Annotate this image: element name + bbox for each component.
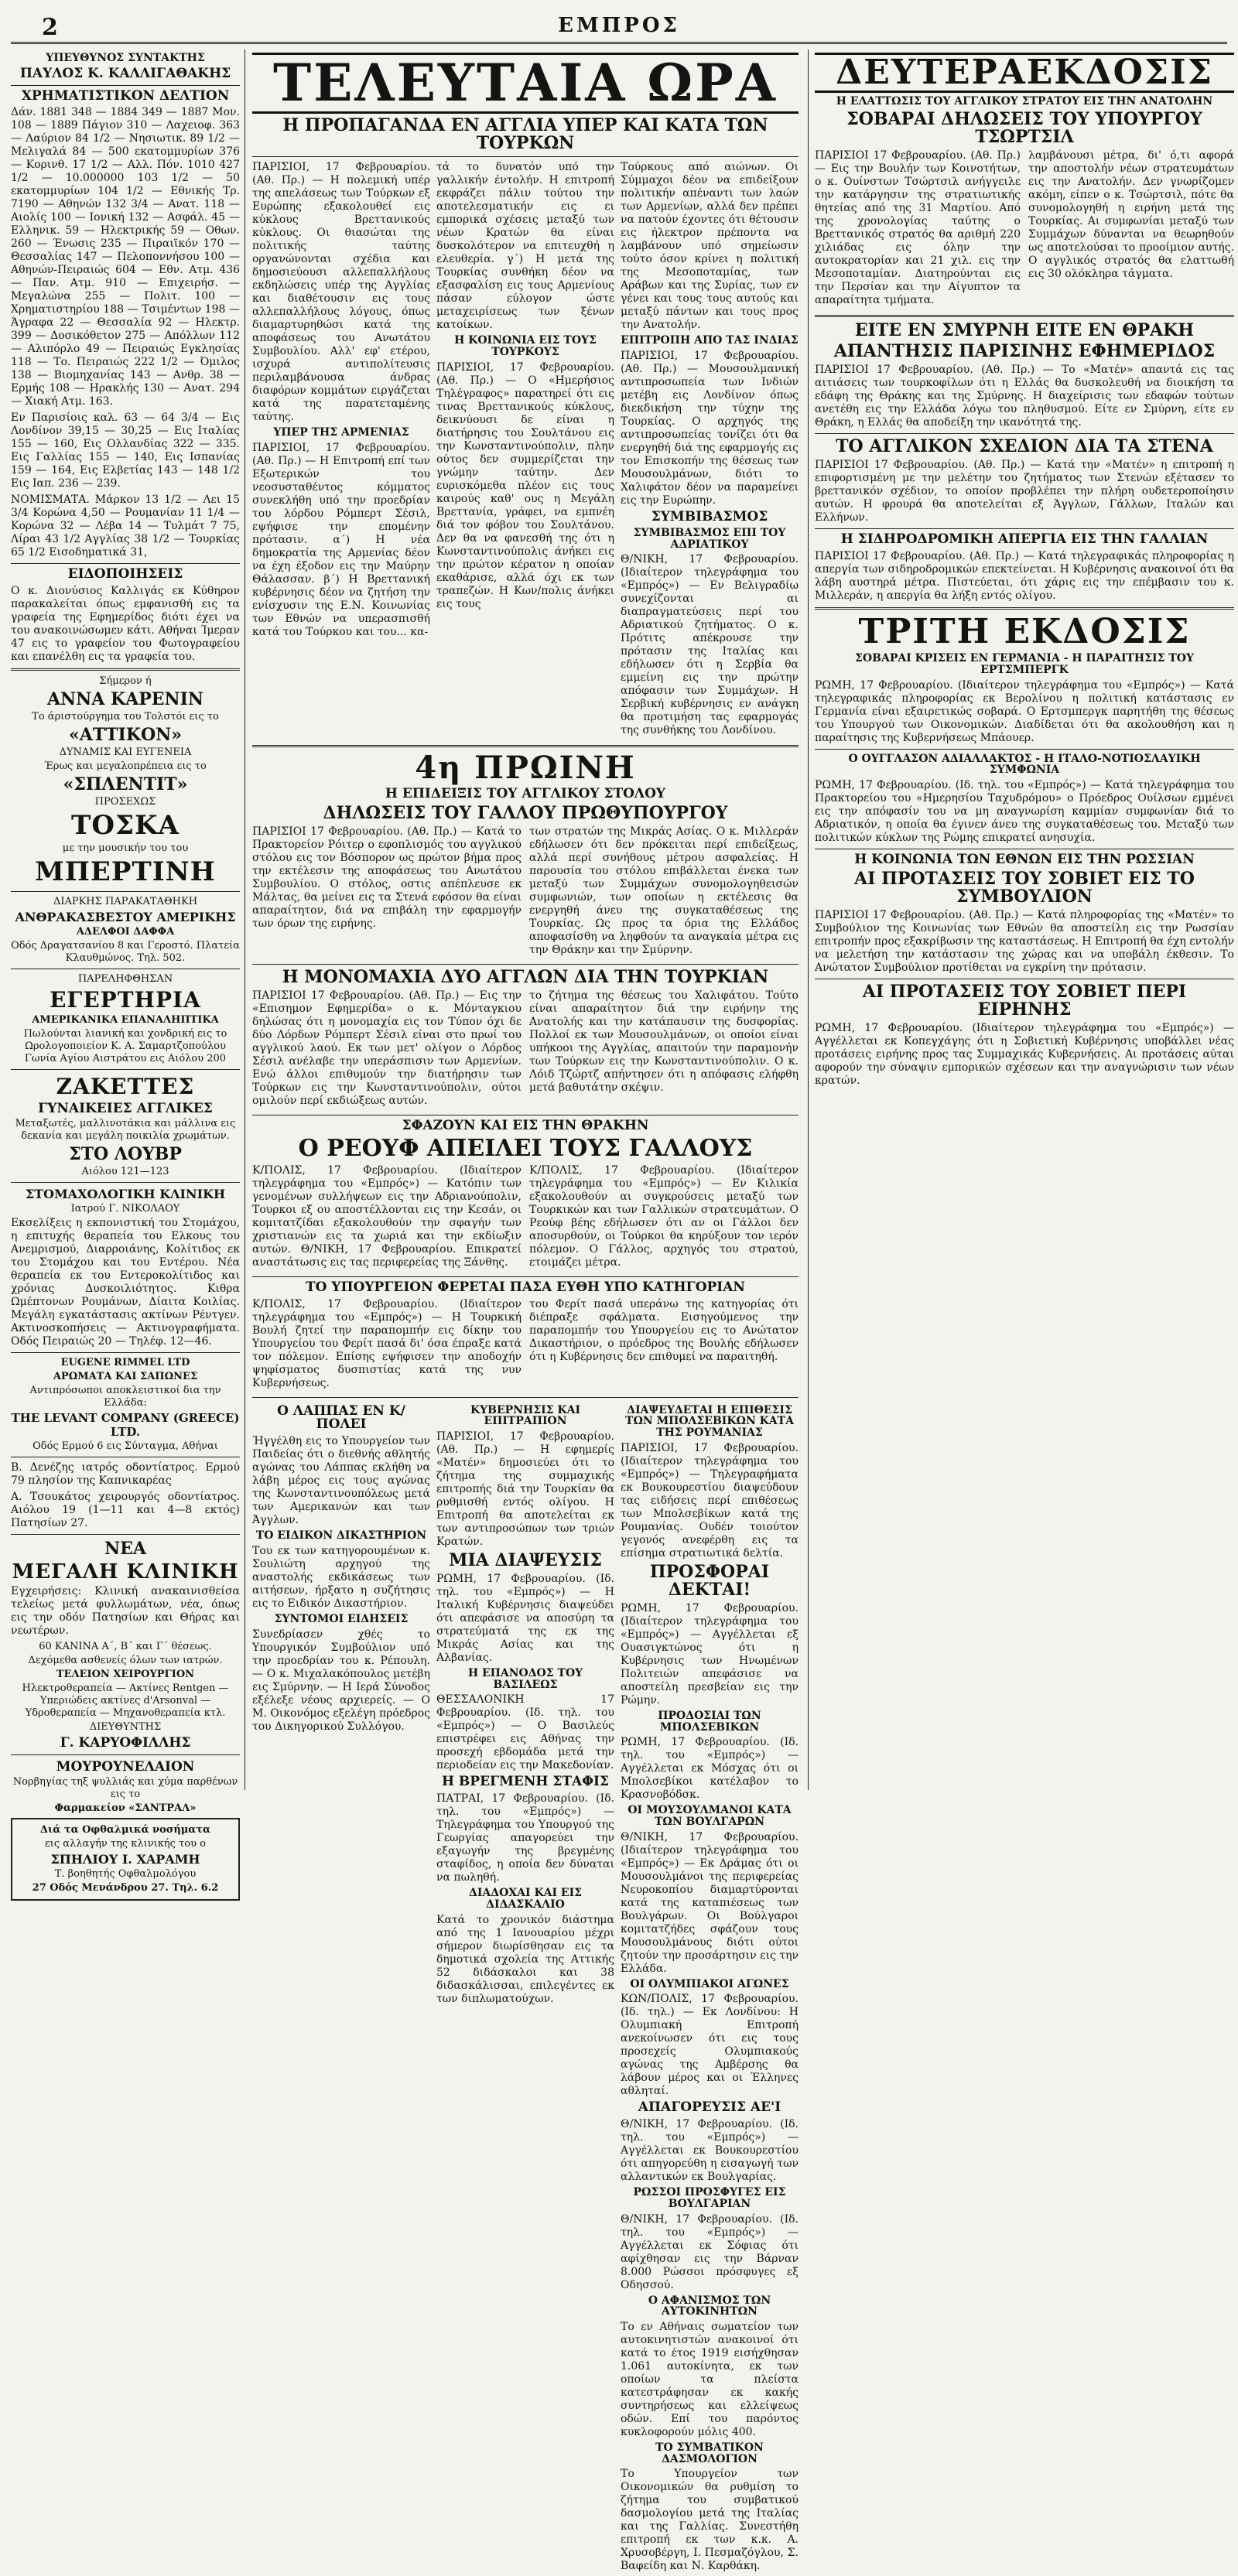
director-name: Γ. ΚΑΡΥΟΦΙΛΛΗΣ <box>60 1735 191 1751</box>
farmakeion: Φαρμακείον «ΣΑΝΤΡΑΛ» <box>54 1802 197 1815</box>
cars-title: Ο ΑΦΑΝΙΣΜΟΣ ΤΩΝ ΑΥΤΟΚΙΝΗΤΩΝ <box>648 2294 771 2318</box>
ophthalmology-ad <box>11 1818 240 1901</box>
clinic-title: ΣΤΟΜΑΧΟΛΟΓΙΚΗ ΚΛΙΝΙΚΗ <box>25 1187 226 1202</box>
bans-text: Θ/ΝΙΚΗ, 17 Φεβρουαρίου. (Ιδ. τηλ. του «Εμπρός») — Αγγέλλεται εκ Βουκουρεστίου ότι απηγορεύθη η εισαγωγή των αλλαντικών εκ Βουλγαρίας. <box>621 2118 799 2184</box>
fourth-edition: 4η ΠΡΩΙΝΗ <box>415 750 636 787</box>
cars-text: Το εν Αθήναις σωματείον των αυτοκινητιστών ανακοινοί ότι κατά το έτος 1919 εισήχθησαν 1.061 αυτοκίνητα, εκ των οποίων τα πλείστα κατεστράφησαν εκ κακής συντηρήσεως και ελλείψεως οδών. Επί του παρόντος κυκλοφορούν μόλις 400. <box>621 2320 799 2438</box>
parliament-title: ΤΟ ΥΠΟΥΡΓΕΙΟΝ ΦΕΡΕΤΑΙ ΠΑΣΑ ΕΥΘΗ ΥΠΟ ΚΑΤΗΓΟΡΙΑΝ <box>306 1279 745 1295</box>
accepted-text: ΡΩΜΗ, 17 Φεβρουαρίου. (Ιδιαίτερον τηλεγράφημα του «Εμπρός») — Αγγέλλεται εξ Ουασιγκτώνος ότι η Κυβέρνησις των Ηνωμένων Πολιτειών απεφάσισε να αποστείλη πρεσβείαν εις την Ρώμην. <box>621 1601 799 1707</box>
raisin-text: ΠΑΤΡΑΙ, 17 Φεβρουαρίου. (Ιδ. τηλ. του «Εμπρός») — Τηλεγράφημα του Υπουργού της Γεωργίας απαγορεύει την εξαγωγήν της βρεγμένης σταφίδος, η οποία δεν δύναται να πωληθή. <box>436 1792 614 1884</box>
ophthalmology-title: Διά τα Οφθαλμικά νοσήματα <box>39 1824 211 1836</box>
germany-text: ΡΩΜΗ, 17 Φεβρουαρίου. (Ιδιαίτερον τηλεγράφημα του «Εμπρός») — Κατά τηλεγραφικάς πληροφορίας εκ Βερολίνου η πολιτική κατάστασις εν Γερμανία είναι εξαιρετικώς σοβαρά. Ο Ερτσμπεργκ παρητήθη της θέσεως του Υπουργού των Οικονομικών. Διαδίδεται ότι θα ακολουθήση και η παραίτησις της Κυβερνήσεως Μπάουερ. <box>815 678 1234 744</box>
smyrna-title: ΕΙΤΕ ΕΝ ΣΜΥΡΝΗ ΕΙΤΕ ΕΝ ΘΡΑΚΗ <box>854 320 1195 341</box>
propaganda-text-b: τά το δυνατόν υπό την γαλλικήν έντολήν. Η επιτροπή εκφράζει πάλιν τούτου την αποτελεσματικήν εις ει εμπορικά σχέσεις μεταξύ των νέων Κρατών θα είναι δυσκολότερον να επιτευχθή η ελευθερία. γ΄) Η μετά της Τουρκίας συνθήκη δέον να εξασφαλίση εις τους Αρμενίους πάσαν εύλογον ώστε μεταχειρίσεως των ξένων κατοίκων. <box>436 161 614 332</box>
teachers-title: ΔΙΑΔΟΧΑΙ ΚΑΙ ΕΙΣ ΔΙΔΑΣΚΑΛΙΟ <box>468 1887 583 1911</box>
cinema-prosexos: ΠΡΟΣΕΧΩΣ <box>94 796 156 808</box>
mobility-text: ΠΑΡΙΣΙΟΙ, 17 Φεβρουαρίου. (Ιδιαίτερον τηλεγράφημα του «Εμπρός») — Τηλεγραφήματα εκ Βουκουρεστίου διαψεύδουν τας ειδήσεις περί επιθέσεως των Μπολσεβίκων κατά της Ρουμανίας. Ουδέν τοιούτον γεγονός ανεφέρθη εις τα επίσημα στρατιωτικά δελτία. <box>621 1441 799 1560</box>
newspaper-name: ΕΜΠΡΟΣ <box>558 14 680 37</box>
duel-title: Η ΜΟΝΟΜΑΧΙΑ ΔΥΟ ΑΓΓΛΩΝ ΔΙΑ ΤΗΝ ΤΟΥΡΚΙΑΝ <box>282 967 769 988</box>
rail-text: ΠΑΡΙΣΙΟΙ 17 Φεβρουαρίου. (Αθ. Πρ.) — Κατά τηλεγραφικάς πληροφορίας η απεργία των σιδηροδρομικών επεκτείνεται. Η Κυβέρνησις ανακοινοί ότι θα λάβη αυστηρά μέτρα. Πιστεύεται, ότι χάρις εις την επέμβασιν του κ. Μιλλεράν, η απεργία θα λήξη εντός ολίγου. <box>815 550 1234 603</box>
italy-title: Ο ΟΥΓΓΛΑΣΟΝ ΑΔΙΑΛΛΑΚΤΟΣ - Η ΙΤΑΛΟ-ΝΟΤΙΟΣΛΑΥΙΚΗ ΣΥΜΦΩΝΙΑ <box>848 752 1201 777</box>
bolshevik-text: ΡΩΜΗ, 17 Φεβρουαρίου. (Ιδ. τηλ. του «Εμπρός») — Αγγέλλεται εκ Μόσχας ότι οι Μπολσεβίκοι κατέλαβον το Κρασνοβόδσκ. <box>621 1736 799 1802</box>
armenia-text: ΠΑΡΙΣΙΟΙ, 17 Φεβρουαρίου. (Αθ. Πρ.) — Η Επιτροπή επί των Εξωτερικών του νεοσυσταθέντος κόμματος συνεκλήθη υπό την προεδρίαν του λόρδου Ρόμπερτ Σέσιλ, εψήφισε την επομένην πρότασιν. α΄) Η νέα δημοκρατία της Αρμενίας δέον να έχη έξοδον εις την Μαύρην Θάλασσαν. β΄) Η Βρεττανική κυβέρνησις δέον να ζητήση την ενίσχυσιν της Ε.Ν. Κοινωνίας των Εθνών να υπερασπισθή κατά του Τούρκου και του... κα- <box>252 442 430 639</box>
accepted-title: ΠΡΟΣΦΟΡΑΙ ΔΕΚΤΑΙ! <box>649 1561 770 1600</box>
aromata-sub: Αντιπρόσωποι αποκλειστικοί δια την Ελλάδα: <box>29 1385 221 1409</box>
notices-text: Ο κ. Διονύσιος Καλλιγάς εκ Κύθηρον παρακαλείται όπως εμφανισθή εις τα γραφεία της Εφημερίδος διότι έχει να του ανακοινώσωμεν κάτι. Αθήναι Ίμεραν 47 εις το γραφείον του Φωτογραφείου και επανέλθη εις τα γραφεία του. <box>11 585 240 664</box>
straits-text: ΠΑΡΙΣΙΟΙ 17 Φεβρουαρίου. (Αθ. Πρ.) — Κατά την «Ματέν» η επιτροπή η επιφορτισμένη με την μελέτην του ζητήματος των Στενών εξέτασεν το βρεττανικόν σχέδιον, το οποίον προβλέπει την πλήρη ουδετεροποίησιν αυτών. Η φρουρά θα αποτελείται εξ Άγγλων, Γάλλων, Ιταλών και Ελλήνων. <box>815 459 1234 524</box>
director-title: ΔΙΕΥΘΥΝΤΗΣ <box>89 1721 162 1734</box>
cinema-tosca: ΤΟΣΚΑ <box>71 810 180 842</box>
rauf-title: Ο ΡΕΟΥΦ ΑΠΕΙΛΕΙ ΤΟΥΣ ΓΑΛΛΟΥΣ <box>298 1135 753 1163</box>
league-text: ΠΑΡΙΣΙΟΙ 17 Φεβρουαρίου. (Αθ. Πρ.) — Κατά πληροφορίας της «Ματέν» το Συμβούλιον της Κοινωνίας των Εθνών θα αποστείλη εις την Ρωσσίαν επιτροπήν προς εξακρίβωσιν της καταστάσεως. Η Επιτροπή θα έχη εντολήν να μελετήση την κατάστασιν της χώρας και να υποβάλη έκθεσιν. Το Ανώτατον Συμβούλιον προτίθεται να εγκρίνη την πρότασιν. <box>815 909 1234 975</box>
cinema-splendit: «ΣΠΛΕΝΤΙΤ» <box>63 774 188 795</box>
gynaikeies: ΓΥΝΑΙΚΕΙΕΣ ΑΓΓΛΙΚΕΣ <box>38 1101 213 1117</box>
mourouneliaion: ΜΟΥΡΟΥΝΕΛΑΙΟΝ <box>56 1759 195 1775</box>
megali-kliniki: ΜΕΓΑΛΗ ΚΛΙΝΙΚΗ <box>12 1560 239 1584</box>
editor-name: ΠΑΥΛΟΣ Κ. ΚΑΛΛΙΓΑΘΑΚΗΣ <box>19 65 231 81</box>
lower-news <box>252 1402 799 2576</box>
clinic-doctor: Ιατρού Γ. ΝΙΚΟΛΑΟΥ <box>70 1203 180 1215</box>
bulgarians-title: ΟΙ ΜΟΥΣΟΥΛΜΑΝΟΙ ΚΑΤΑ ΤΩΝ ΒΟΥΛΓΑΡΩΝ <box>628 1804 792 1828</box>
adriatic-text: Θ/ΝΙΚΗ, 17 Φεβρουαρίου. (Ιδιαίτερον τηλεγράφημα του «Εμπρός») — Εν Βελιγραδίω συνεχίζονται αι διαπραγματεύσεις περί του Αδριατικού ζητήματος. Ο κ. Πρότιτς απέκρουσε την πρότασιν της Ιταλίας και εδήλωσεν ότι η Σερβία θα εμμείνη εις την πρώτην απόφασιν των Συμμάχων. Η Σερβική κυβέρνησις εν ανάγκη θα προτιμήση τας εφαρμογάς της συνθήκης του Λονδίνου. <box>621 553 799 737</box>
propaganda-title: Η ΠΡΟΠΑΓΑΝΔΑ ΕΝ ΑΓΓΛΙΑ ΥΠΕΡ ΚΑΙ ΚΑΤΑ ΤΩΝ ΤΟΥΡΚΩΝ <box>282 115 768 154</box>
cinema-dynamis: ΔΥΝΑΜΙΣ ΚΑΙ ΕΥΓΕΝΕΙΑ <box>59 746 192 759</box>
smyrna-text: ΠΑΡΙΣΙΟΙ 17 Φεβρουαρίου. (Αθ. Πρ.) — Το «Ματέν» απαντά εις τας αιτιάσεις των τουρκοφίλων ότι η Ελλάς θα δυσκολευθή να διοικήση τα εδάφη της Θράκης και της Σμύρνης. Η διαχείρισις των εδαφών τούτων ανετέθη εις την Ελλάδα λόγω του πληθυσμού. Είτε εν Σμύρνη, είτε εν Θράκη, η Ελλάς θα αποδείξη την ικανότητά της. <box>815 364 1234 429</box>
ophthalmology-text: εις αλλαγήν της κλινικής του ο <box>45 1838 206 1850</box>
duel-text-a: ΠΑΡΙΣΙΟΙ 17 Φεβρουαρίου. (Αθ. Πρ.) — Εις την «Επισημον Εφημερίδα» ο κ. Μόνταγκιου δηλώσας ότι η μονομαχία εις τον Τύπον όχι δε δύο Λόρδων Ρόμπερτ Σέσιλ είναι στο πρωί του αγγλικού λαού. Εκ των μετ' ολίγον ο Λόρδος Σέσιλ ανέλαβε την υπεράσπισιν των Αρμενίων. Ενώ άλλοι επιθυμούν την διατήρησιν των Τούρκων εις την Κωνσταντινούπολιν, ούτοι ομιλούν περί εκδιώξεως αυτών. <box>252 989 522 1108</box>
center-column <box>252 50 799 2573</box>
editor-title: ΥΠΕΥΘΥΝΟΣ ΣΥΝΤΑΚΤΗΣ <box>46 52 205 64</box>
kyvernisis-text: ΠΑΡΙΣΙΟΙ, 17 Φεβρουαρίου. (Αθ. Πρ.) — Η εφημερίς «Ματέν» δημοσιεύει ότι το ζήτημα της συμμαχικής επιτροπής διά την Τουρκίαν θα ρυθμισθή εντός ολίγου. Η Επιτροπή θα αποτελείται εκ των αντιπροσώπων των τριών Κρατών. <box>436 1430 614 1548</box>
rauf-text-b: Κ/ΠΟΛΙΣ, 17 Φεβρουαρίου. (Ιδιαίτερον τηλεγράφημα του «Εμπρός») — Εν Κιλικία εξακολουθούν αι συγκρούσεις μεταξύ των Τουρκικών και των Γαλλικών στρατευμάτων. Ο Ρεούφ βέης εδήλωσεν ότι αν οι Γάλλοι δεν αποσυρθούν, οι Τούρκοι θα κηρύξουν τον ιερόν πόλεμον. Ο Γάλλος, αρχηγός του στρατού, ετοιμάζει μέτρα. <box>529 1163 799 1269</box>
rail-title: Η ΣΙΔΗΡΟΔΡΟΜΙΚΗ ΑΠΕΡΓΙΑ ΕΙΣ ΤΗΝ ΓΑΛΛΙΑΝ <box>840 531 1209 548</box>
peace-text: ΡΩΜΗ, 17 Φεβρουαρίου. (Ιδιαίτερον τηλεγράφημα του «Εμπρός») — Αγγέλλεται εκ Κοπεγχάγης ότι η Σοβιετική Κυβέρνησις υποβάλλει νέας προτάσεις ειρήνης προς τας Συμμαχικάς Κυβερνήσεις. Αι προτάσεις αύται αφορούν την σύναψιν εμπορικών σχέσεων και την αναγνώρισιν των νέων κρατών. <box>815 1022 1234 1088</box>
lappas-text: Ήγγέλθη εις το Υπουργείον των Παιδείας ότι ο διεθνής αθλητής αγώνας του Λάππας εκλήθη να λάβη μέρος εις τους αγώνας της Κωνσταντινουπόλεως μετά των Αμερικανών και των Άγγλων. <box>252 1435 430 1527</box>
headline-last-hour: ΤΕΛΕΥΤΑΙΑ ΩΡΑ <box>252 53 799 114</box>
athletes-title: ΟΙ ΟΛΥΜΠΙΑΚΟΙ ΑΓΩΝΕΣ <box>630 1977 789 1990</box>
bulletin-text: Δάν. 1881 348 — 1884 349 — 1887 Μον. 108 — 1889 Πάγιον 310 — Λαχειοφ. 363 — Λαύριον 84 1/2 — Νησιωτικ. 89 1/2 — Μελιγαλά 84 — 500 εκατομμυρίων 376 — Κορινθ. 17 1/2 — Αλλ. Πόν. 1010 427 1/2 — 10.000000 103 1/2 — 50 εκατομμυρίων 104 1/2 — Εθνικής Τρ. 7190 — Αθηνών 132 3/4 — Ανατ. 118 — Αιολίς 100 — Ιονική 132 — Ασφάλ. 45 — Ελληνικ. 59 — Ηλεκτρικής 59 — Οθων. 260 — Ένωσις 235 — Πιραιϊκόν 170 — Θεσσαλίας 147 — Πελοποννήσου 100 — Αθηνών-Πειραιώς 604 — Εθν. Ατμ. 436 — Παν. Ατμ. 910 — Επιχειρήσ. — Μεγαλώνα 255 — Πολιτ. 100 — Χρηματιστηρίου 188 — Τσιμέντων 198 — Άγραφα 22 — Θεσσαλία 92 — Ηλεκτρ. 399 — Δοσικόθετον 275 — Απόλλων 112 — Αλιπόρλο 49 — Πειραιώς Εγκλησίας 118 — Το. Πειραιώς 222 1/2 — Όμιλος 138 — Βιομηχανίας 143 — Ανθρ. 38 — Ερμής 108 — Ηρακλής 130 — Ανατ. 294 — Χιακή Ατμ. 163. <box>11 106 240 408</box>
straits-title: ΤΟ ΑΓΓΛΙΚΟΝ ΣΧΕΔΙΟΝ ΔΙΑ ΤΑ ΣΤΕΝΑ <box>836 436 1213 457</box>
fleet-story <box>252 825 799 960</box>
denial-text: ΡΩΜΗ, 17 Φεβρουαρίου. (Ιδ. τηλ. του «Εμπρός») — Η Ιταλική Κυβέρνησις διαψεύδει ότι απεφάσισε να αποσύρη τα στρατεύματά της εκ της Μικράς Ασίας και της Αλβανίας. <box>436 1573 614 1665</box>
rauf-story <box>252 1164 799 1273</box>
rauf-text-a: Κ/ΠΟΛΙΣ, 17 Φεβρουαρίου. (Ιδιαίτερον τηλεγράφημα του «Εμπρός») — Κατόπιν των γενομένων συλλήψεων εις την Αδριανούπολιν, Τουρκοι εξ ου αποστέλλονται εις την Κεσάν, οι κομιτατζίδαι εξακολουθούν την σφαγήν των χριστιανών εις τα χωριά και την εκδίωξιν αυτών. Θ/ΝΙΚΗ, 17 Φεβρουαρίου. Επικρατεί αναστάτωσις εις τας περιφερείας της Ξάνθης. <box>252 1163 522 1269</box>
brief-text: Συνεδρίασεν χθές το Υπουργικόν Συμβούλιον υπό την προεδρίαν του κ. Ρέπουλη. — Ο κ. Μιχαλακόπουλος μετέβη εις Σμύρνην. — Η Ιερά Σύνοδος εξέλεξε νέους αρχιερείς. — Ο Μ. Οικονόμος εξελέγη πρόεδρος του Δικηγορικού Συλλόγου. <box>252 1628 430 1733</box>
thrace-title: ΣΦΑΖΟΥΝ ΚΑΙ ΕΙΣ ΤΗΝ ΘΡΑΚΗΝ <box>402 1118 649 1134</box>
refugees-title: ΡΩΣΣΟΙ ΠΡΟΣΦΥΓΕΣ ΕΙΣ ΒΟΥΛΓΑΡΙΑΝ <box>633 2186 786 2210</box>
propaganda-text-c: Τούρκους από αιώνων. Οι Σύμμαχοι δέον να επιδείξουν πολιτικήν απέναντι των λαών των Αρμενίων, αλλά δεν πρέπει να πατούν έχοντες ότι θέτουσιν εις ήλεκτρον πρέποντα να λαμβάνουν υπό σημείωσιν τούτο όσον κρίνει η πολιτική της Μεσοποταμίας, των Αράβων και της Συρίας, των εν γένει και τους τους αυτούς και μεταξύ πάντων και τους προς την Ανατολήν. <box>621 161 799 332</box>
lappas-title: Ο ΛΑΠΠΑΣ ΕΝ Κ/ΠΟΛΕΙ <box>277 1402 405 1433</box>
germany-title: ΣΟΒΑΡΑΙ ΚΡΙΣΕΙΣ ΕΝ ΓΕΡΜΑΝΙΑ - Η ΠΑΡΑΙΤΗΣΙΣ ΤΟΥ ΕΡΤΣΜΠΕΡΓΚ <box>855 652 1194 677</box>
fleet-title: Η ΕΠΙΔΕΙΞΙΣ ΤΟΥ ΑΓΓΛΙΚΟΥ ΣΤΟΛΟΥ <box>385 786 666 802</box>
right-column <box>808 50 1234 1790</box>
rimmel: EUGENE RIMMEL LTD <box>60 1357 190 1369</box>
second-edition-headline: ΔΕΥΤΕΡΑΕΚΔΟΣΙΣ <box>815 53 1234 93</box>
louvro-address: Αιόλου 121—123 <box>81 1166 169 1178</box>
kliniki-address: 60 ΚΑΝΙΝΑ Α΄, Β΄ και Γ΄ θέσεως. <box>39 1641 212 1653</box>
dealer-address: Οδός Δραγατσανίου 8 και Γεροστό. Πλατεία Κλαυθμώνος. Τηλ. 502. <box>11 940 240 965</box>
adriatic-title: ΣΥΜΒΙΒΑΣΜΟΣ ΕΠΙ ΤΟΥ ΑΔΡΙΑΤΙΚΟΥ <box>633 527 786 551</box>
dealer-title: ΔΙΑΡΚΗΣ ΠΑΡΑΚΑΤΑΘΗΚΗ <box>53 896 198 908</box>
teachers-text: Κατά το χρονικόν διάστημα από της 1 Ιανουαρίου μέχρι σήμερον διωρίσθησαν εις τα δημοτικά σχολεία της Αττικής 52 διδάσκαλοι και 38 διδασκάλισσαι, επιλεγέντες εκ των διπλωματούχων. <box>436 1913 614 2005</box>
cinema-anna-sub: Το άριστούργημα του Τολστόι εις το <box>32 711 219 723</box>
parliament-story <box>252 1298 799 1393</box>
parliament-text-b: του Φερίτ πασά υπεράνω της κατηγορίας ότι διέπραξε σφάλματα. Εισηγούμενος την παραπομπήν του Υπουργείου εις το Ανώτατον Δικαστήριον, ο πρόεδρος της Βουλής εδήλωσεν ότι η Κυβέρνησις δεν επιθυμεί να παραιτηθή. <box>529 1297 799 1363</box>
fleet-text-a: ΠΑΡΙΣΙΟΙ 17 Φεβρουαρίου. (Αθ. Πρ.) — Κατά το Πρακτορείον Ρόιτερ ο εφοπλισμός του αγγλικού στόλου εις τον Βόσπορον ως πρώτον βήμα προς την εκτέλεσιν της αποφάσεως του Ανωτάτου Συμβουλίου. Ο στόλος, οστις απέπλευσε εκ Μάλτας, θα μείνει εις τα Στενά εφόσον θα είναι απαραίτητον, διά να επιβάλη την εφαρμογήν των όρων της ειρήνης. <box>252 825 522 931</box>
court-text: Του εκ των κατηγορουμένων κ. Σουλιώτη αρχηγού της αναστολής εκδικάσεως των αιτήσεων, ήρξατο η συζήτησις εις το Ειδικόν Δικαστήριον. <box>252 1544 430 1610</box>
parliament-text-a: Κ/ΠΟΛΙΣ, 17 Φεβρουαρίου. (Ιδιαίτερον τηλεγράφημα του «Εμπρός») — Η Τουρκική Βουλή ζητεί την παραπομπήν εις δίκην του Υπουργείου του Φερίτ πασά δι' όσα έπραξε κατά τον πόλεμον. Επίσης εψήφισεν την αποδοχήν ψηφίσματος δυσπιστίας κατά της νυν Κυβερνήσεως. <box>252 1297 522 1389</box>
india-subtitle: ΕΠΙΤΡΟΠΗ ΑΠΟ ΤΑΣ ΙΝΔΙΑΣ <box>621 334 799 347</box>
army-text-a: ΠΑΡΙΣΙΟΙ 17 Φεβρουαρίου. (Αθ. Πρ.) — Εις την Βουλήν των Κοινοτήτων, ο κ. Ουίνστων Τσώρτσιλ ανήγγειλε την κατάργησιν της στρατιωτικής θητείας από της 31 Μαρτίου. Από της χρονολογίας ταύτης ο Βρεττανικός στρατός θα αριθμή 220 χιλιάδας εις όλην την αυτοκρατορίαν και 21 χιλ. εις την Μεσοποταμίαν. Διατηρούνται εις την Περσίαν και την Αίγυπτον τα απαραίτητα τμήματα. <box>815 149 1021 307</box>
cinema-dynamis-sub: Έρως και μεγαλοπρέπεια εις το <box>44 760 207 773</box>
refugees-text: Θ/ΝΙΚΗ, 17 Φεβρουαρίου. (Ιδ. τηλ. του «Εμπρός») — Αγγέλλεται εκ Σόφιας ότι αφίχθησαν εις την Βάρναν 8.000 Ρώσσοι πρόσφυγες εξ Οδησσού. <box>621 2212 799 2291</box>
louvro: ΣΤΟ ΛΟΥΒΡ <box>69 1144 182 1165</box>
egertiria: ΕΓΕΡΤΗΡΙΑ <box>50 987 201 1013</box>
brief-title: ΣΥΝΤΟΜΟΙ ΕΙΔΗΣΕΙΣ <box>274 1612 409 1625</box>
armenia-subtitle: ΥΠΕΡ ΤΗΣ ΑΡΜΕΝΙΑΣ <box>273 426 409 439</box>
bolshevik-title: ΠΡΟΔΟΣΙΑΙ ΤΩΝ ΜΠΟΛΣΕΒΙΚΩΝ <box>658 1709 761 1734</box>
arrived: ΠΑΡΕΛΗΦΘΗΣΑΝ <box>77 973 173 986</box>
cinema-attikon: «ΑΤΤΙΚΟΝ» <box>69 725 182 746</box>
levant: THE LEVANT COMPANY (GREECE) LTD. <box>11 1411 240 1440</box>
denial-title: ΜΙΑ ΔΙΑΨΕΥΣΙΣ <box>449 1549 602 1570</box>
egertiria-text: Πωλούνται λιανική και χονδρική εις το Ωρολογοποιείον Κ. Α. Σαμαρτζοπούλου Γωνία Αγίου Αιστράτου εις Αιόλου 200 <box>23 1028 227 1065</box>
ophthalmology-role: Τ. βοηθητής Οφθαλμολόγου <box>54 1868 197 1881</box>
left-column <box>11 50 245 1894</box>
raisin-title: Η ΒΡΕΓΜΕΝΗ ΣΤΑΦΙΣ <box>441 1774 610 1790</box>
bans-title: ΑΠΑΓΟΡΕΥΣΙΣ ΑΕ'Ι <box>638 2099 781 2116</box>
notices-title: ΕΙΔΟΠΟΙΗΣΕΙΣ <box>67 566 183 583</box>
adriatic-head: ΣΥΜΒΙΒΑΣΜΟΣ <box>651 509 768 525</box>
turks-subtitle: Η ΚΟΙΝΩΝΙΑ ΕΙΣ ΤΟΥΣ ΤΟΥΡΚΟΥΣ <box>454 334 597 359</box>
ophthalmology-address: 27 Οδός Μενάνδρου 27. Τηλ. 6.2 <box>32 1882 219 1894</box>
newspaper-page <box>11 11 1234 2573</box>
league-subtitle: ΑΙ ΠΡΟΤΑΣΕΙΣ ΤΟΥ ΣΟΒΙΕΤ ΕΙΣ ΤΟ ΣΥΜΒΟΥΛΙΟΝ <box>854 868 1195 907</box>
duel-text-b: το ζήτημα της θέσεως του Χαλιφάτου. Τούτο είναι απαραίτητον διά την ειρήνην της Ανατολής και την κατάπαυσιν της δυσφορίας. Πολλοί εκ των Μουσουλμάνων, οι οποίοι είναι υπήκοοι της Αγγλίας, απαιτούν την παραμονήν των Τούρκων εις την Κωνσταντινούπολιν. Ο κ. Λόιδ Τζώρτζ απήντησεν ότι η απόφασις ελήφθη μετά βαθυτάτην σκέψιν. <box>529 989 799 1095</box>
army-story <box>815 149 1234 310</box>
mourouneliaion-text: Νορβηγίας τηξ ψυλλιάς και χύμα παρθένων εις το <box>12 1776 238 1801</box>
zaketes-text: Μεταξωτές, μαλλινοτάκια και μάλλινα εις δεκανία και μεγάλη ποικιλία χρωμάτων. <box>15 1118 236 1143</box>
peace-title: ΑΙ ΠΡΟΤΑΣΕΙΣ ΤΟΥ ΣΟΒΙΕΤ ΠΕΡΙ ΕΙΡΗΝΗΣ <box>862 982 1187 1020</box>
turks-text: ΠΑΡΙΣΙΟΙ, 17 Φεβρουαρίου. (Αθ. Πρ.) — Ο «Ημερήσιος Τηλέγραφος» παρατηρεί ότι εις τινας Βρεττανικούς κύκλους, δεικνύουσι δε είναι η διατήρησις του Σουλτάνου εις την Κωνσταντινούπολιν, πλην ούτος δεν συμμερίζεται την γνώμην ταύτην. Δεν ευρισκόμεθα πλέον εις τους καιρούς καθ' ους η Μεγάλη Βρεττανία, γράφει, να εμπνέη διά τον φόβον του Σουλτάνου. Δεν θα να φανεσθή της ότι η Κωνσταντινούπολις άνήκει εις την πρώτον κέρατον η οποίαν εκαθάρισε, αλλά όχι εκ των τραπεζών. Η Κων/πολις άνήκει εις τους <box>436 360 614 610</box>
cinema-today: Σήμερον ή <box>99 675 152 688</box>
zaketes: ΖΑΚΕΤΤΕΣ <box>56 1074 195 1100</box>
kyvernisis-title: ΚΥΒΕΡΝΗΣΙΣ ΚΑΙ ΕΠΙΤΡΑΠΙΟΝ <box>470 1403 581 1428</box>
king-text: ΘΕΣΣΑΛΟΝΙΚΗ 17 Φεβρουαρίου. (Ιδ. τηλ. του «Εμπρός») — Ο Βασιλεύς επιστρέφει εις Αθήνας την προσεχή εβδομάδα μετά την περιοδείαν εις την Μακεδονίαν. <box>436 1693 614 1772</box>
kliniki-text-2: Δεχόμεθα ασθενείς όλων των ιατρών. <box>28 1655 223 1667</box>
dealer-name: ΑΝΘΡΑΚΑΣΒΕΣΤΟΥ ΑΜΕΡΙΚΗΣ <box>15 910 236 925</box>
army-text-b: λαμβάνουσι μέτρα, δι' ό,τι αφορά την αποστολήν νέων στρατευμάτων εις την Ανατολήν. Δεν γνωρίζομεν ακόμη, είπεν ο κ. Τσώρτσιλ, πότε θα συνομολογηθή η ειρήνη μετά της Τουρκίας. Αι συμφωνίαι μεταξύ των Συμμάχων δύνανται να θεωρηθούν ως αποτελούσαι το προοίμιον αυτής. Ο αγγλικός στρατός θα ελαττωθή εις 30 ολόκληρα τάγματα. <box>1028 149 1234 281</box>
surgeon-text: Ηλεκτροθεραπεία — Ακτίνες Rentgen — Υπεριώδεις ακτίνες d'Arsonval — Υδροθεραπεία — Μηχανοθεραπεία κτλ. <box>22 1683 229 1720</box>
masthead <box>11 11 1227 44</box>
levant-address: Οδός Ερμού 6 εις Σύνταγμα, Αθήναι <box>32 1440 218 1453</box>
ophthalmology-name: ΣΠΗΛΙΟΥ Ι. ΧΑΡΑΜΗ <box>50 1852 200 1867</box>
french-pm-title: ΔΗΛΩΣΕΙΣ ΤΟΥ ΓΑΛΛΟΥ ΠΡΩΘΥΠΟΥΡΓΟΥ <box>323 803 728 824</box>
cinema-bertini: ΜΠΕΡΤΙΝΗ <box>35 856 216 888</box>
dealer-brothers: ΑΔΕΛΦΟΙ ΔΑΦΦΑ <box>76 926 175 938</box>
court-title: ΤΟ ΕΙΔΙΚΟΝ ΔΙΚΑΣΤΗΡΙΟΝ <box>255 1529 427 1543</box>
page-number: 2 <box>42 14 58 41</box>
surgeon-title: ΤΕΛΕΙΟΝ ΧΕΙΡΟΥΡΓΙΟΝ <box>56 1669 195 1681</box>
army-title: Η ΕΛΑΤΤΩΣΙΣ ΤΟΥ ΑΓΓΛΙΚΟΥ ΣΤΡΑΤΟΥ ΕΙΣ ΤΗΝ ΑΝΑΤΟΛΗΝ <box>836 95 1213 108</box>
third-edition-headline: ΤΡΙΤΗ ΕΚΔΟΣΙΣ <box>858 612 1191 652</box>
cinema-tosca-sub: με την μουσικήν του του <box>62 842 189 855</box>
mobility-title: ΔΙΑΨΕΥΔΕΤΑΙ Η ΕΠΙΘΕΣΙΣ ΤΩΝ ΜΠΟΛΣΕΒΙΚΩΝ ΚΑΤΑ ΤΗΣ ΡΟΥΜΑΝΙΑΣ <box>625 1403 794 1439</box>
league-title: Η ΚΟΙΝΩΝΙΑ ΤΩΝ ΕΘΝΩΝ ΕΙΣ ΤΗΝ ΡΩΣΣΙΑΝ <box>854 852 1195 868</box>
kliniki-text: Εγχειρήσεις: Κλινική ανακαινισθείσα τελείως μετά φυλλωμάτων, νέα, όπως εις την οδόν Πατησίων και Θήρας και νεωτέρων. <box>11 1585 240 1638</box>
tsoukatos-ad: Α. Τσουκάτος χειρουργός οδοντίατρος. Αιόλου 19 (1—11 και 4—8 εκτός) Πατησίων 27. <box>11 1491 240 1530</box>
propaganda-text-a: ΠΑΡΙΣΙΟΙ, 17 Φεβρουαρίου. (Αθ. Πρ.) — Η πολεμική υπέρ της απελάσεως των Τούρκων εξ Ευρώπης εξακολουθεί εις κύκλους Βρεττανικούς κύκλους. Οι θιασώται της πολιτικής ταύτης οργανώνονται σχέδια και δημοσιεύουσι αλλεπαλλήλους εκδηλώσεις υπέρ της Αγγλίας και διαθέτουσιν εις τους αλλεπαλλήλους λόγους, όπως διαμαρτυρηθώσι κατά της αποφάσεως του Ανωτάτου Συμβουλίου. Αλλ' εφ' ετέρου, ισχυρά αντιπολίτευσις περιλαμβάνουσα άνδρας διαφόρων κομμάτων ειργάζεται κατά της παρατεταμένης ταύτης. <box>252 161 430 424</box>
italy-text: ΡΩΜΗ, 17 Φεβρουαρίου. (Ιδ. τηλ. του «Εμπρός») — Κατά τηλεγράφημα του Πρακτορείου του «Ημερησίου Ταχυδρόμου» ο Πρόεδρος Ουίλσων εμμένει εις την απόφασίν του να μη αναγνωρίση καμμίαν συμφωνίαν διά το Αδριατικόν, η οποία θα έγινεν άνευ της συγκαταθέσεως του. Μεταξύ των πολιτικών κύκλων της Ρώμης επικρατεί ανησυχία. <box>815 779 1234 845</box>
customs-text: Το Υπουργείον των Οικονομικών θα ρυθμίση το ζήτημα του συμβατικού δασμολογίου μετά της Ιταλίας και της Γαλλίας. Συνεστήθη επιτροπή εκ των κ.κ. Α. Χρυσοβέργη, Ι. Πεσμαζόγλου, Σ. Βαφείδη και Ν. Καρθάκη. <box>621 2468 799 2573</box>
bulletin-title: ΧΡΗΜΑΤΙΣΤΙΚΟΝ ΔΕΛΤΙΟΝ <box>21 87 230 104</box>
fleet-text-b: των στρατών της Μικράς Ασίας. Ο κ. Μιλλεράν εδήλωσεν ότι δεν πρόκειται περί επιδείξεως, αλλά περί συνήθους μέτρου ασφαλείας. Η παρουσία του στόλου επιβάλλεται ένεκα των μεταξύ των Συμμάχων συνομολογηθεισών συμφωνιών, των οποίων η εκτέλεσις θα ενεργηθή άνευ της συγκαταθέσεως της Τουρκίας. Ως προς τα όρια της Ελλάδος αποφασίσθη να ληφθούν τα αναγκαία μέτρα εις την Θράκην και την Σμύρνην. <box>529 825 799 957</box>
king-title: Η ΕΠΑΝΟΔΟΣ ΤΟΥ ΒΑΣΙΛΕΩΣ <box>467 1667 583 1691</box>
india-text: ΠΑΡΙΣΙΟΙ, 17 Φεβρουαρίου. (Αθ. Πρ.) — Μουσουλμανική αντιπροσωπεία των Ινδιών μετέβη εις Λονδίνον όπως διεκδικήση την τύχην της Τουρκίας. Ο αρχηγός της αντιπροσωπείας τονίζει ότι θα ενεργηθή διά της εφαρμογής εις τον Επισκοπήν της θέσεως των Μουσουλμάνων, διότι το Χαλιφάτον δέον να παραμείνει εις την Ευρώπην. <box>621 350 799 507</box>
clinic-text: Εκσελίξεις η εκπονιστική του Στομάχου, η επιτυχής θεραπεία του Ελκους του Ανεμρισμού, Διαρροιάνης, Κολίτιδος εκ του Στομάχου και του Εντέρου. Νέα θεραπεία εκ του Εντεροκολίτιδος και χρόνιας Δυσκοιλιότητος. Κιθρα Ωμέπτονων Ρουμάνων, Δίαιτα Κοιλίας. Μεγάλη εγκατάστασις ακτίνων Ρέντγεν. Ακτινοσκοπήσεις — Ακτινογραφήματα. Οδός Πειραιώς 20 — Τηλέφ. 12—46. <box>11 1217 240 1348</box>
smyrna-subtitle: ΑΠΑΝΤΗΣΙΣ ΠΑΡΙΣΙΝΗΣ ΕΦΗΜΕΡΙΔΟΣ <box>833 341 1216 362</box>
athletes-text: ΚΩΝ/ΠΟΛΙΣ, 17 Φεβρουαρίου. (Ιδ. τηλ.) — Εκ Λονδίνου: Η Ολυμπιακή Επιτροπή ανεκοίνωσεν ότι εις τους προσεχείς Ολυμπιακούς αγώνας της Αμβέρσης θα λάβουν μέρος και οι Έλληνες αθληταί. <box>621 1993 799 2098</box>
nea: ΝΕΑ <box>104 1539 146 1560</box>
duel-story <box>252 989 799 1111</box>
bulletin-text-2: Εν Παρισίοις καλ. 63 — 64 3/4 — Εις Λονδίνον 39,15 — 30,25 — Εις Ιταλίας 155 — 160, Εις Ολλανδίας 322 — 335. Εις Γαλλίας 155 — 140, Εις Ισπανίας 159 — 164, Εις Ελβετίας 143 — 148 1/2 Εις Ιαπ. 236 — 239. <box>11 412 240 490</box>
propaganda-story <box>252 161 799 740</box>
bulgarians-text: Θ/ΝΙΚΗ, 17 Φεβρουαρίου. (Ιδιαίτερον τηλεγράφημα του «Εμπρός») — Εκ Δράμας ότι οι Μουσουλμάνοι της περιφερείας Νευροκοπίου διαμαρτύρονται κατά της καταπιέσεως των Βουλγάρων. Οι Βούλγαροι κομιτατζήδες σφάζουν τους Μουσουλμάνους διότι ούτοι ζητούν την προσάρτησιν εις την Ελλάδα. <box>621 1830 799 1975</box>
bulletin-text-3: ΝΟΜΙΣΜΑΤΑ. Μάρκον 13 1/2 — Λει 15 3/4 Κορώνα 4,50 — Ρουμανίαν 11 1/4 — Κορώνα 32 — Λέβα 14 — Τυλμάτ 7 75, Λίραι 43 1/2 Αγγλίας 38 1/2 — Τουρκίας 65 1/2 Εισοδηματικά 31, <box>11 494 240 559</box>
dentist-ad: Β. Δενέζης ιατρός οδοντίατρος. Ερμού 79 πλησίον της Καπνικαρέας <box>11 1461 240 1488</box>
cinema-anna: ΑΝΝΑ ΚΑΡΕΝΙΝ <box>46 689 204 710</box>
amerikana: ΑΜΕΡΙΚΑΝΙΚΑ ΕΠΑΝΑΛΗΠΤΙΚΑ <box>32 1014 219 1027</box>
customs-title: ΤΟ ΣΥΜΒΑΤΙΚΟΝ ΔΑΣΜΟΛΟΓΙΟΝ <box>655 2441 764 2465</box>
aromata: ΑΡΩΜΑΤΑ ΚΑΙ ΣΑΠΩΝΕΣ <box>53 1371 198 1383</box>
army-subtitle: ΣΟΒΑΡΑΙ ΔΗΛΩΣΕΙΣ ΤΟΥ ΥΠΟΥΡΓΟΥ ΤΣΩΡΤΣΙΛ <box>846 108 1202 147</box>
